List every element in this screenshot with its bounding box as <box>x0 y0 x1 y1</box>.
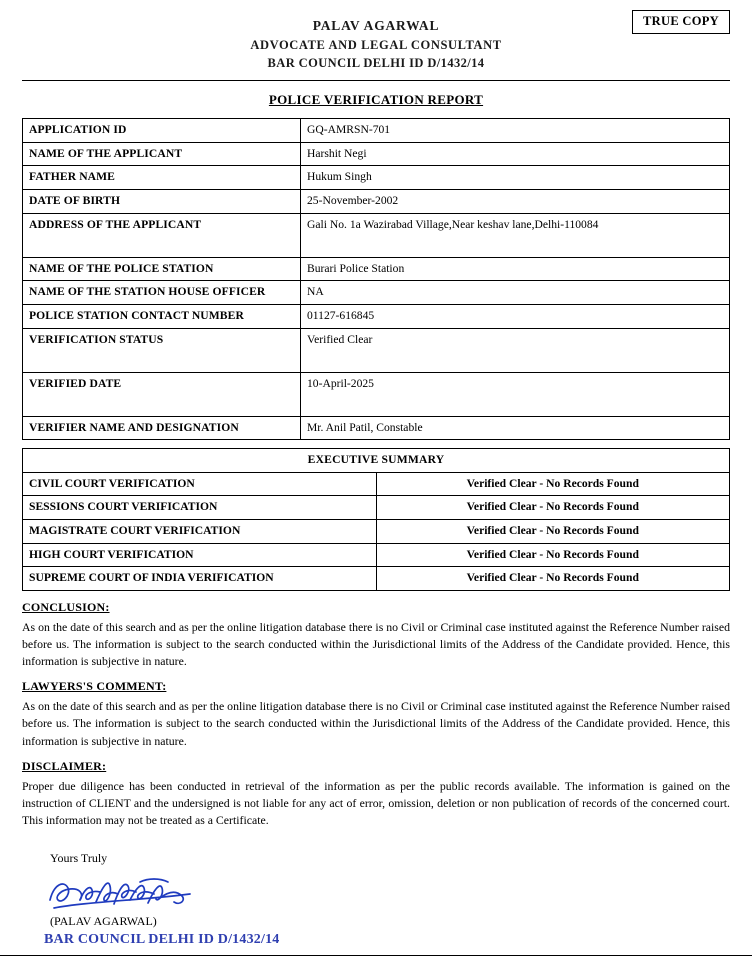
row-label: POLICE STATION CONTACT NUMBER <box>23 304 301 328</box>
table-row <box>23 119 730 143</box>
row-label: APPLICATION ID <box>23 119 301 143</box>
letterhead-name: PALAV AGARWAL <box>312 18 440 33</box>
status-badge: Verified Clear - No Records Found <box>376 496 730 520</box>
row-value: 10-April-2025 <box>301 372 730 416</box>
table-header-row <box>23 449 730 473</box>
row-value: Hukum Singh <box>301 166 730 190</box>
executive-summary-table <box>22 448 730 591</box>
letterhead-council-id: BAR COUNCIL DELHI ID D/1432/14 <box>267 56 485 71</box>
row-value: NA <box>301 281 730 305</box>
row-value: Mr. Anil Patil, Constable <box>301 416 730 440</box>
table-row <box>23 304 730 328</box>
table-row <box>23 567 730 591</box>
row-label: NAME OF THE STATION HOUSE OFFICER <box>23 281 301 305</box>
row-label: ADDRESS OF THE APPLICANT <box>23 213 301 257</box>
lawyers-comment-heading: LAWYERS'S COMMENT: <box>22 679 167 694</box>
row-value: 25-November-2002 <box>301 189 730 213</box>
row-value: GQ-AMRSN-701 <box>301 119 730 143</box>
row-value: Verified Clear <box>301 328 730 372</box>
footer-council-id: BAR COUNCIL DELHI ID D/1432/14 <box>44 931 280 947</box>
summary-heading: EXECUTIVE SUMMARY <box>23 449 730 473</box>
table-row <box>23 213 730 257</box>
disclaimer-heading: DISCLAIMER: <box>22 758 107 773</box>
row-label: NAME OF THE APPLICANT <box>23 142 301 166</box>
table-row <box>23 472 730 496</box>
row-value: Burari Police Station <box>301 257 730 281</box>
status-badge: Verified Clear - No Records Found <box>376 472 730 496</box>
table-row <box>23 496 730 520</box>
table-row <box>23 520 730 544</box>
letterhead <box>22 10 730 73</box>
row-label: SUPREME COURT OF INDIA VERIFICATION <box>23 567 377 591</box>
row-label: SESSIONS COURT VERIFICATION <box>23 496 377 520</box>
applicant-details-table <box>22 118 730 440</box>
signature-image <box>44 870 730 914</box>
status-badge: Verified Clear - No Records Found <box>376 543 730 567</box>
table-row <box>23 372 730 416</box>
header-divider <box>22 80 730 81</box>
row-label: VERIFIER NAME AND DESIGNATION <box>23 416 301 440</box>
row-label: MAGISTRATE COURT VERIFICATION <box>23 520 377 544</box>
row-value: Gali No. 1a Wazirabad Village,Near keshav lane,Delhi-110084 <box>301 213 730 257</box>
row-label: CIVIL COURT VERIFICATION <box>23 472 377 496</box>
table-row <box>23 257 730 281</box>
table-row <box>23 166 730 190</box>
conclusion-heading: CONCLUSION: <box>22 600 110 615</box>
lawyers-comment-text: As on the date of this search and as per the online litigation database there is no Civil or Criminal case instituted against the Reference Number raised before us. The information is subject to the search conducted within the Jurisdictional limits of the Address of the Candidate provided. Hence, this information is subjective in nature. <box>22 699 730 748</box>
conclusion-text: As on the date of this search and as per the online litigation database there is no Civil or Criminal case instituted against the Reference Number raised before us. The information is subject to the search conducted within the Jurisdictional limits of the Address of the Candidate provided. Hence, this information is subjective in nature. <box>22 620 730 669</box>
true-copy-stamp: TRUE COPY <box>632 10 730 34</box>
signatory-name: (PALAV AGARWAL) <box>50 913 157 928</box>
row-value: Harshit Negi <box>301 142 730 166</box>
row-label: DATE OF BIRTH <box>23 189 301 213</box>
table-row <box>23 142 730 166</box>
status-badge: Verified Clear - No Records Found <box>376 567 730 591</box>
table-row <box>23 189 730 213</box>
table-row <box>23 281 730 305</box>
disclaimer-text: Proper due diligence has been conducted in retrieval of the information as per the public records available. The information is gained on the instruction of CLIENT and the undersigned is not liable for any act of error, omission, deletion or non publication of records of the concerned court. This information may not be treated as a Certificate. <box>22 778 730 827</box>
row-label: HIGH COURT VERIFICATION <box>23 543 377 567</box>
letterhead-designation: ADVOCATE AND LEGAL CONSULTANT <box>250 37 502 52</box>
table-row <box>23 328 730 372</box>
table-row <box>23 416 730 440</box>
row-label: FATHER NAME <box>23 166 301 190</box>
salutation: Yours Truly <box>50 850 108 865</box>
page-title: POLICE VERIFICATION REPORT <box>268 92 484 108</box>
status-badge: Verified Clear - No Records Found <box>376 520 730 544</box>
row-label: NAME OF THE POLICE STATION <box>23 257 301 281</box>
row-label: VERIFIED DATE <box>23 372 301 416</box>
table-row <box>23 543 730 567</box>
row-label: VERIFICATION STATUS <box>23 328 301 372</box>
row-value: 01127-616845 <box>301 304 730 328</box>
